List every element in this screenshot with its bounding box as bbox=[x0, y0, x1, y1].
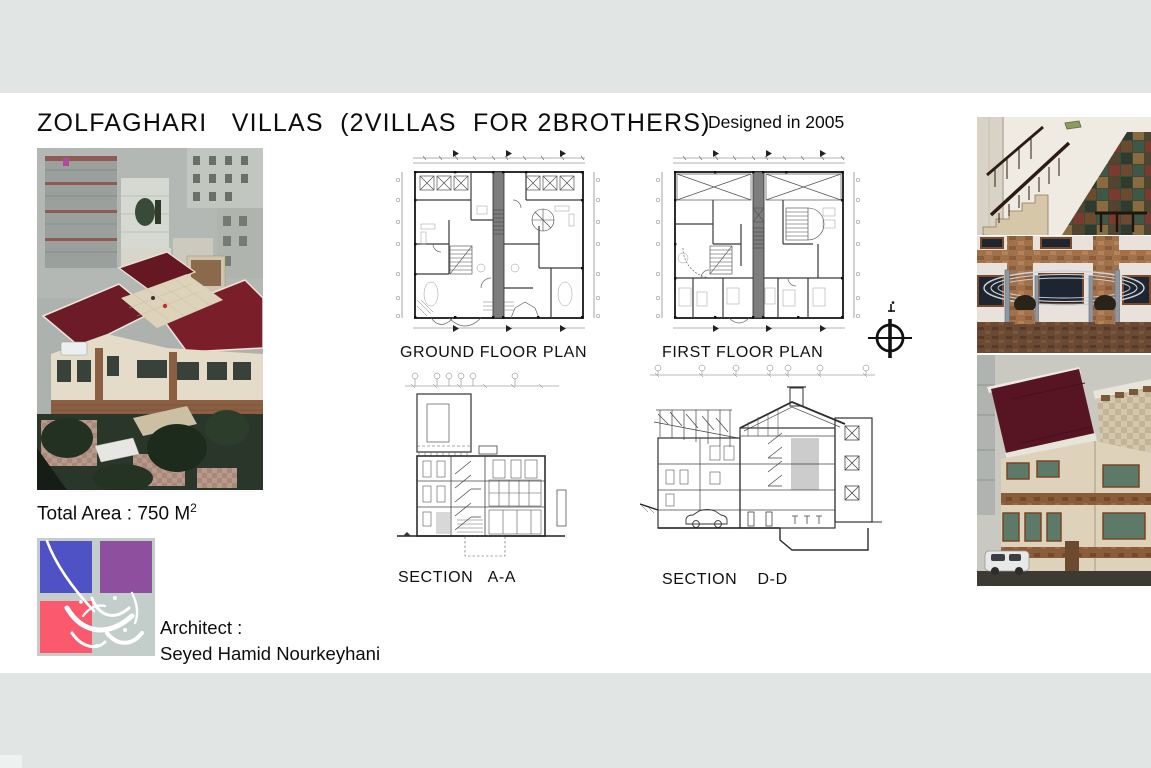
architect-name: Seyed Hamid Nourkeyhani bbox=[160, 642, 381, 664]
bottom-gray-band bbox=[0, 673, 1151, 768]
section-aa-drawing bbox=[393, 368, 570, 562]
corner-chip bbox=[0, 755, 22, 768]
aerial-roof-photo bbox=[977, 355, 1151, 586]
total-area-sup: 2 bbox=[190, 501, 197, 515]
section-dd-label: SECTION D-D bbox=[662, 571, 788, 588]
section-aa-label: SECTION A-A bbox=[398, 569, 517, 586]
architect-label: Architect : bbox=[160, 617, 243, 638]
architect-block bbox=[160, 615, 380, 666]
ground-floor-plan-drawing bbox=[393, 148, 603, 344]
designed-in-label: Designed in 2005 bbox=[708, 112, 845, 132]
interior-staircase-photo bbox=[977, 117, 1151, 235]
total-area-text: Total Area : 750 $M^2$ bbox=[37, 501, 197, 525]
first-floor-plan-drawing bbox=[653, 148, 863, 344]
top-gray-band bbox=[0, 0, 1151, 93]
section-dd-drawing bbox=[640, 360, 885, 568]
aerial-photo-of-villas bbox=[37, 148, 263, 490]
page-title: ZOLFAGHARI VILLAS (2VILLAS FOR 2BROTHERS) bbox=[37, 109, 711, 137]
exterior-pergola-photo bbox=[977, 236, 1151, 353]
architect-logo bbox=[37, 538, 155, 656]
north-compass-icon bbox=[866, 300, 914, 362]
ground-floor-plan-label: GROUND FLOOR PLAN bbox=[400, 344, 588, 361]
first-floor-plan-label: FIRST FLOOR PLAN bbox=[662, 344, 824, 361]
